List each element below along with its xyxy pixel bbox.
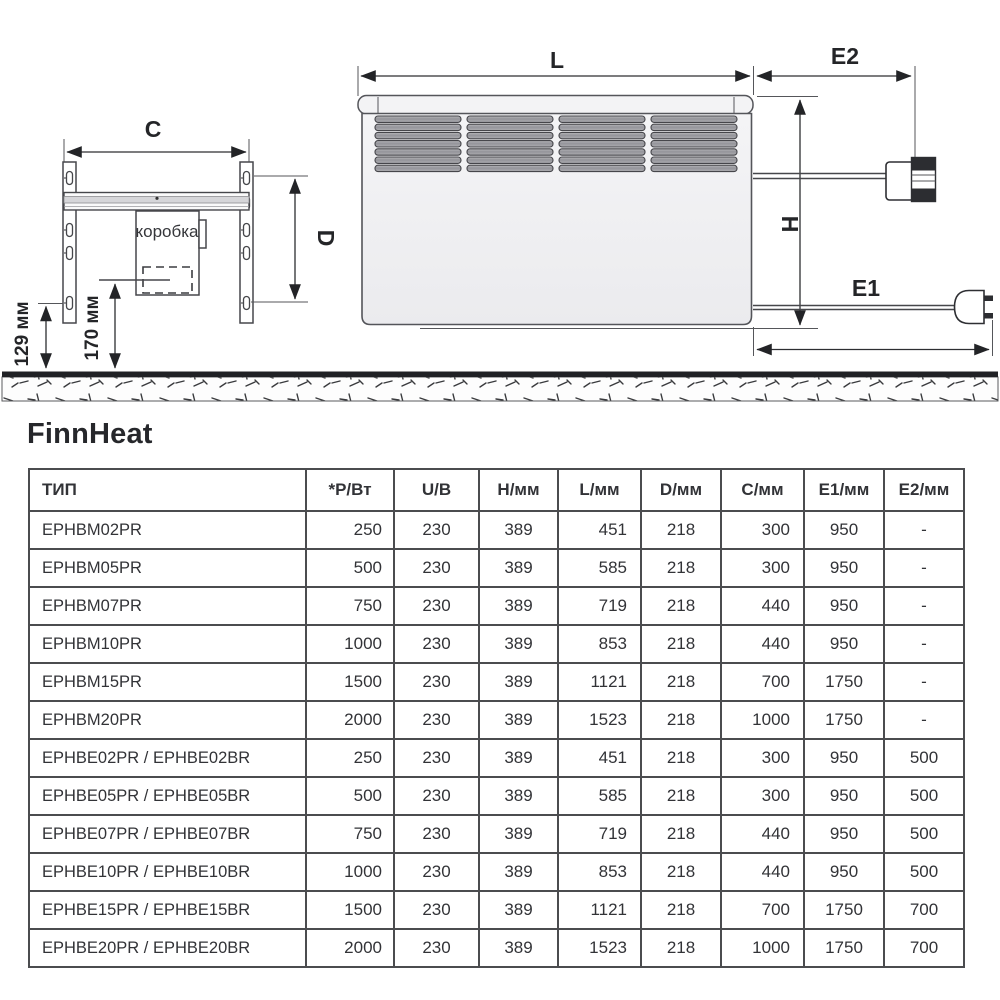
cell-d: 218 <box>641 663 721 701</box>
cell-e1: 950 <box>804 511 884 549</box>
cell-type: EPHBE07PR / EPHBE07BR <box>29 815 306 853</box>
table-row <box>29 853 964 891</box>
table-header-row <box>29 469 964 511</box>
dimension-d-label: D <box>313 229 339 247</box>
cell-c: 300 <box>721 549 804 587</box>
cell-power: 500 <box>306 549 394 587</box>
table-row <box>29 701 964 739</box>
cell-e2: 500 <box>884 853 964 891</box>
cell-c: 1000 <box>721 701 804 739</box>
cell-c: 440 <box>721 815 804 853</box>
header-power: *Р/Вт <box>306 469 394 511</box>
cell-c: 300 <box>721 777 804 815</box>
cell-c: 440 <box>721 853 804 891</box>
cell-power: 750 <box>306 815 394 853</box>
table-row <box>29 815 964 853</box>
cell-d: 218 <box>641 891 721 929</box>
table-row <box>29 929 964 967</box>
dimension-c <box>64 116 249 163</box>
cell-h: 389 <box>479 739 558 777</box>
dimension-e2 <box>757 43 915 159</box>
cell-c: 1000 <box>721 929 804 967</box>
mounting-bar <box>64 193 249 211</box>
dimension-e1-line <box>754 320 993 356</box>
cell-h: 389 <box>479 891 558 929</box>
quick-connector-icon <box>886 158 936 202</box>
cell-power: 2000 <box>306 701 394 739</box>
table-row <box>29 663 964 701</box>
cell-h: 389 <box>479 815 558 853</box>
header-l: L/мм <box>558 469 641 511</box>
cell-h: 389 <box>479 549 558 587</box>
cell-c: 700 <box>721 663 804 701</box>
header-d: D/мм <box>641 469 721 511</box>
cell-d: 218 <box>641 625 721 663</box>
cell-e1: 1750 <box>804 663 884 701</box>
cell-d: 218 <box>641 815 721 853</box>
cell-voltage: 230 <box>394 777 479 815</box>
header-h: Н/мм <box>479 469 558 511</box>
cell-voltage: 230 <box>394 853 479 891</box>
cell-e1: 1750 <box>804 891 884 929</box>
cell-l: 1523 <box>558 701 641 739</box>
connector-cable <box>753 158 936 202</box>
cell-e2: - <box>884 663 964 701</box>
cell-power: 1000 <box>306 625 394 663</box>
table-row <box>29 625 964 663</box>
cell-l: 1121 <box>558 663 641 701</box>
cell-d: 218 <box>641 511 721 549</box>
cell-e2: - <box>884 701 964 739</box>
dimension-c-label: C <box>144 116 162 142</box>
spec-table <box>28 468 965 968</box>
cell-e1: 950 <box>804 625 884 663</box>
cell-h: 389 <box>479 701 558 739</box>
bracket-rail-right <box>240 162 253 323</box>
junction-box <box>99 211 206 295</box>
cell-e2: 700 <box>884 929 964 967</box>
cell-e2: - <box>884 625 964 663</box>
cell-l: 1121 <box>558 891 641 929</box>
dimension-129mm <box>12 301 63 368</box>
cell-e1: 950 <box>804 587 884 625</box>
cell-c: 440 <box>721 625 804 663</box>
bracket-rail-left <box>63 162 76 323</box>
cell-l: 451 <box>558 739 641 777</box>
junction-box-label: коробка <box>135 222 199 241</box>
cell-type: EPHBM05PR <box>29 549 306 587</box>
header-e1: Е1/мм <box>804 469 884 511</box>
cell-d: 218 <box>641 549 721 587</box>
cell-c: 440 <box>721 587 804 625</box>
header-e2: Е2/мм <box>884 469 964 511</box>
cell-power: 2000 <box>306 929 394 967</box>
cell-e1: 950 <box>804 815 884 853</box>
cell-h: 389 <box>479 625 558 663</box>
cell-e1: 1750 <box>804 701 884 739</box>
cell-h: 389 <box>479 587 558 625</box>
cell-h: 389 <box>479 663 558 701</box>
cell-l: 719 <box>558 815 641 853</box>
cell-type: EPHBM15PR <box>29 663 306 701</box>
table-row <box>29 549 964 587</box>
dimension-170mm-label: 170 мм <box>82 295 103 361</box>
dimension-l-label: L <box>549 47 565 73</box>
cell-voltage: 230 <box>394 587 479 625</box>
table-row <box>29 587 964 625</box>
table-row <box>29 777 964 815</box>
table-row <box>29 511 964 549</box>
cell-l: 853 <box>558 853 641 891</box>
cell-d: 218 <box>641 587 721 625</box>
cell-voltage: 230 <box>394 549 479 587</box>
cell-c: 300 <box>721 511 804 549</box>
cell-h: 389 <box>479 511 558 549</box>
dimension-d <box>251 176 339 302</box>
heater-front-diagram <box>358 43 993 356</box>
cell-power: 250 <box>306 511 394 549</box>
dimension-129mm-label: 129 мм <box>12 301 33 367</box>
cell-e2: 500 <box>884 739 964 777</box>
header-c: С/мм <box>721 469 804 511</box>
cell-type: EPHBM07PR <box>29 587 306 625</box>
cell-d: 218 <box>641 739 721 777</box>
cell-l: 585 <box>558 777 641 815</box>
cell-l: 1523 <box>558 929 641 967</box>
table-row <box>29 891 964 929</box>
cell-d: 218 <box>641 929 721 967</box>
cell-voltage: 230 <box>394 625 479 663</box>
cell-type: EPHBE10PR / EPHBE10BR <box>29 853 306 891</box>
dimension-e2-label: E2 <box>830 43 860 69</box>
cell-type: EPHBE15PR / EPHBE15BR <box>29 891 306 929</box>
cell-voltage: 230 <box>394 891 479 929</box>
technical-drawing <box>0 0 1000 410</box>
cell-power: 1500 <box>306 663 394 701</box>
cell-d: 218 <box>641 853 721 891</box>
cell-type: EPHBE20PR / EPHBE20BR <box>29 929 306 967</box>
dimension-l <box>358 47 754 96</box>
cell-e2: 500 <box>884 815 964 853</box>
heater-panel <box>358 96 753 325</box>
cell-e1: 1750 <box>804 929 884 967</box>
cell-e1: 950 <box>804 853 884 891</box>
cell-e1: 950 <box>804 549 884 587</box>
cell-type: EPHBE02PR / EPHBE02BR <box>29 739 306 777</box>
cell-h: 389 <box>479 777 558 815</box>
cell-type: EPHBM02PR <box>29 511 306 549</box>
dimension-e1-label: E1 <box>851 275 881 301</box>
floor <box>2 372 998 402</box>
dimension-h-label: H <box>777 215 803 233</box>
cell-e2: - <box>884 549 964 587</box>
cell-d: 218 <box>641 701 721 739</box>
cell-e2: 700 <box>884 891 964 929</box>
header-type: ТИП <box>29 469 306 511</box>
cell-voltage: 230 <box>394 701 479 739</box>
cell-voltage: 230 <box>394 663 479 701</box>
wall-bracket-diagram <box>12 116 339 368</box>
cell-power: 250 <box>306 739 394 777</box>
table-row <box>29 739 964 777</box>
cell-e2: 500 <box>884 777 964 815</box>
cell-type: EPHBE05PR / EPHBE05BR <box>29 777 306 815</box>
header-voltage: U/B <box>394 469 479 511</box>
power-cable <box>753 275 993 324</box>
cell-voltage: 230 <box>394 739 479 777</box>
cell-e1: 950 <box>804 739 884 777</box>
page-title: FinnHeat <box>27 418 153 450</box>
cell-type: EPHBM10PR <box>29 625 306 663</box>
cell-l: 719 <box>558 587 641 625</box>
cell-l: 585 <box>558 549 641 587</box>
cell-d: 218 <box>641 777 721 815</box>
power-plug-icon <box>955 291 994 324</box>
cell-power: 500 <box>306 777 394 815</box>
cell-voltage: 230 <box>394 929 479 967</box>
cell-l: 853 <box>558 625 641 663</box>
cell-h: 389 <box>479 853 558 891</box>
cell-voltage: 230 <box>394 815 479 853</box>
cell-c: 700 <box>721 891 804 929</box>
cell-e2: - <box>884 587 964 625</box>
dimension-170mm <box>82 284 115 368</box>
cell-type: EPHBM20PR <box>29 701 306 739</box>
cell-power: 750 <box>306 587 394 625</box>
cell-voltage: 230 <box>394 511 479 549</box>
cell-h: 389 <box>479 929 558 967</box>
cell-c: 300 <box>721 739 804 777</box>
cell-power: 1000 <box>306 853 394 891</box>
cell-e2: - <box>884 511 964 549</box>
cell-e1: 950 <box>804 777 884 815</box>
cell-l: 451 <box>558 511 641 549</box>
cell-power: 1500 <box>306 891 394 929</box>
